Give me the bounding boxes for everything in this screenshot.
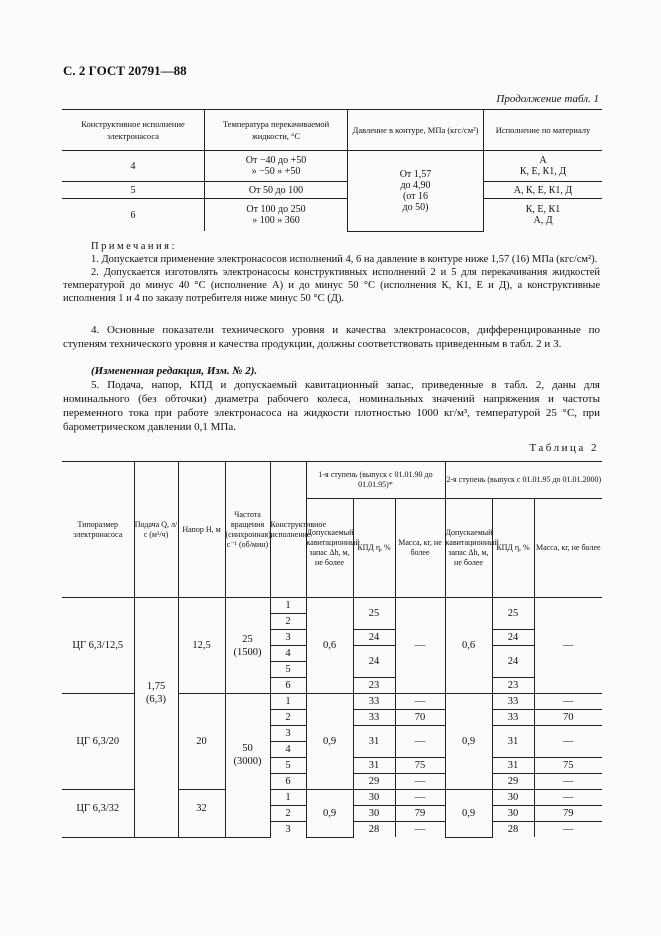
- t2-type: ЦГ 6,3/32: [62, 790, 134, 838]
- t2-design: 3: [270, 726, 306, 742]
- t2-mass2: 79: [534, 806, 602, 822]
- t2-design: 3: [270, 822, 306, 838]
- t2-design: 2: [270, 614, 306, 630]
- table-2: [62, 461, 602, 838]
- t2-eff1: 33: [353, 694, 395, 710]
- table2-title: Таблица 2: [529, 442, 599, 454]
- table-1: [62, 109, 602, 232]
- t2-design: 5: [270, 758, 306, 774]
- t2-eff2: 23: [492, 678, 534, 694]
- t2-npsh1: 0,9: [306, 790, 353, 838]
- notes-title: Примечания:: [91, 241, 177, 252]
- t2-eff2: 28: [492, 822, 534, 838]
- t2-eff1: 31: [353, 758, 395, 774]
- t2-eff1: 23: [353, 678, 395, 694]
- t2-mass1: 79: [395, 806, 445, 822]
- t2-mass1: —: [395, 822, 445, 838]
- t1-design: 5: [62, 182, 205, 199]
- t1-material: А К, Е, К1, Д: [484, 151, 603, 182]
- t2-eff1: 25: [353, 598, 395, 630]
- t2-eff1: 29: [353, 774, 395, 790]
- t2-design: 1: [270, 598, 306, 614]
- t2-header-npsh-1: Допускаемый кавитационный запас Δh, м, не более: [306, 499, 353, 598]
- t2-header-head: Напор H, м: [178, 462, 225, 598]
- t2-eff1: 33: [353, 710, 395, 726]
- t1-header-temp: Температура перекачиваемой жидкости, °С: [205, 110, 348, 151]
- t2-design: 5: [270, 662, 306, 678]
- t2-design: 1: [270, 790, 306, 806]
- t2-eff2: 24: [492, 646, 534, 678]
- t2-eff2: 30: [492, 806, 534, 822]
- t2-mass2: —: [534, 822, 602, 838]
- t2-header-design: Конструктивное исполнение: [270, 462, 306, 598]
- t2-mass1: 70: [395, 710, 445, 726]
- t2-mass2: —: [534, 774, 602, 790]
- t2-freq: 50 (3000): [225, 694, 270, 838]
- t2-eff2: 29: [492, 774, 534, 790]
- t1-pressure: От 1,57 до 4,90 (от 16 до 50): [348, 151, 484, 232]
- t1-header-pressure: Давление в контуре, МПа (кгс/см²): [348, 110, 484, 151]
- paragraph-5: 5. Подача, напор, КПД и допускаемый кавитационный запас, приведенные в табл. 2, даны для номинального (без обточки) диаметра рабочего колеса, номинальных значений напряжения и частоты переменного тока при работе электронасоса на жидкости плотностью 1000 кг/м³, температурой 25 °С, при барометрическом давлении 0,1 МПа.: [63, 379, 600, 433]
- t2-header-freq: Частота вращения (синхронная), с⁻¹ (об/мин): [225, 462, 270, 598]
- t2-eff1: 24: [353, 646, 395, 678]
- t2-header-stage2: 2-я ступень (выпуск с 01.01.95 до 01.01.2000): [445, 462, 602, 499]
- t1-temp: От 50 до 100: [205, 182, 348, 199]
- table-row: [62, 598, 602, 614]
- t2-mass2: —: [534, 726, 602, 758]
- t2-mass2: 70: [534, 710, 602, 726]
- t2-header-stage1: 1-я ступень (выпуск с 01.01.90 до 01.01.95)*: [306, 462, 445, 499]
- t2-eff1: 30: [353, 790, 395, 806]
- t2-npsh2: 0,6: [445, 598, 492, 694]
- t2-type: ЦГ 6,3/20: [62, 694, 134, 790]
- t2-type: ЦГ 6,3/12,5: [62, 598, 134, 694]
- t2-design: 4: [270, 646, 306, 662]
- t2-design: 6: [270, 774, 306, 790]
- paragraph-4: 4. Основные показатели технического уровня и качества электронасосов, дифференцированные по ступеням технического уровня и качества продукции, должны соответствовать приведенным в табл. 2 и 3.: [63, 324, 600, 350]
- t2-mass1: 75: [395, 758, 445, 774]
- t2-mass2: 75: [534, 758, 602, 774]
- table-row: [62, 199, 602, 232]
- table-row: [62, 151, 602, 182]
- t2-eff2: 31: [492, 726, 534, 758]
- t2-design: 6: [270, 678, 306, 694]
- t2-npsh2: 0,9: [445, 694, 492, 790]
- t2-mass1: —: [395, 598, 445, 694]
- t2-design: 1: [270, 694, 306, 710]
- t2-npsh1: 0,9: [306, 694, 353, 790]
- t1-temp: От 100 до 250 » 100 » 360: [205, 199, 348, 232]
- t2-eff1: 28: [353, 822, 395, 838]
- t1-material: А, К, Е, К1, Д: [484, 182, 603, 199]
- t2-flow: 1,75 (6,3): [134, 598, 178, 838]
- t1-material: К, Е, К1 А, Д: [484, 199, 603, 232]
- page-header: С. 2 ГОСТ 20791—88: [63, 63, 187, 78]
- table1-continuation-label: Продолжение табл. 1: [496, 93, 599, 105]
- t2-eff2: 25: [492, 598, 534, 630]
- note-1: 1. Допускается применение электронасосов исполнений 4, 6 на давление в контуре ниже 1,57 (16) МПа (кгс/см²).: [91, 254, 598, 265]
- t2-eff2: 30: [492, 790, 534, 806]
- t2-mass2: —: [534, 790, 602, 806]
- t2-header-flow: Подача Q, л/с (м³/ч): [134, 462, 178, 598]
- t2-eff2: 24: [492, 630, 534, 646]
- t1-temp: От −40 до +50 » −50 » +50: [205, 151, 348, 182]
- t2-head: 32: [178, 790, 225, 838]
- t1-header-material: Исполнение по материалу: [484, 110, 603, 151]
- table-row: [62, 182, 602, 199]
- t2-eff1: 31: [353, 726, 395, 758]
- t2-header-mass-1: Масса, кг, не более: [395, 499, 445, 598]
- t2-eff1: 30: [353, 806, 395, 822]
- t2-header-mass-2: Масса, кг, не более: [534, 499, 602, 598]
- t2-eff1: 24: [353, 630, 395, 646]
- t2-header-type: Типоразмер электронасоса: [62, 462, 134, 598]
- t2-header-eff-2: КПД η, %: [492, 499, 534, 598]
- t2-head: 12,5: [178, 598, 225, 694]
- t2-design: 4: [270, 742, 306, 758]
- t2-eff2: 33: [492, 710, 534, 726]
- t2-mass2: —: [534, 598, 602, 694]
- t1-design: 4: [62, 151, 205, 182]
- t2-design: 2: [270, 806, 306, 822]
- t2-mass1: —: [395, 774, 445, 790]
- amendment-note: (Измененная редакция, Изм. № 2).: [91, 365, 258, 377]
- t2-design: 2: [270, 710, 306, 726]
- t2-npsh2: 0,9: [445, 790, 492, 838]
- t2-mass1: —: [395, 790, 445, 806]
- t2-npsh1: 0,6: [306, 598, 353, 694]
- t2-eff2: 31: [492, 758, 534, 774]
- t2-mass1: —: [395, 726, 445, 758]
- t1-header-design: Конструктивное исполнение электронасоса: [62, 110, 205, 151]
- t2-head: 20: [178, 694, 225, 790]
- t2-header-eff-1: КПД η, %: [353, 499, 395, 598]
- t2-header-npsh-2: Допускаемый кавитационный запас Δh, м, не более: [445, 499, 492, 598]
- t1-design: 6: [62, 199, 205, 232]
- t2-mass2: —: [534, 694, 602, 710]
- note-2: 2. Допускается изготовлять электронасосы конструктивных исполнений 2 и 5 для перекачивания жидкостей температурой до минус 40 °С (исполнение А) и до минус 50 °С (исполнения К, К1, Е и Д), а конструктивные исполнения 1 и 4 по заказу потребителя ниже минус 50 °С (Д).: [63, 267, 600, 304]
- t2-design: 3: [270, 630, 306, 646]
- t2-mass1: —: [395, 694, 445, 710]
- notes-block: [63, 240, 600, 305]
- t2-freq: 25 (1500): [225, 598, 270, 694]
- t2-eff2: 33: [492, 694, 534, 710]
